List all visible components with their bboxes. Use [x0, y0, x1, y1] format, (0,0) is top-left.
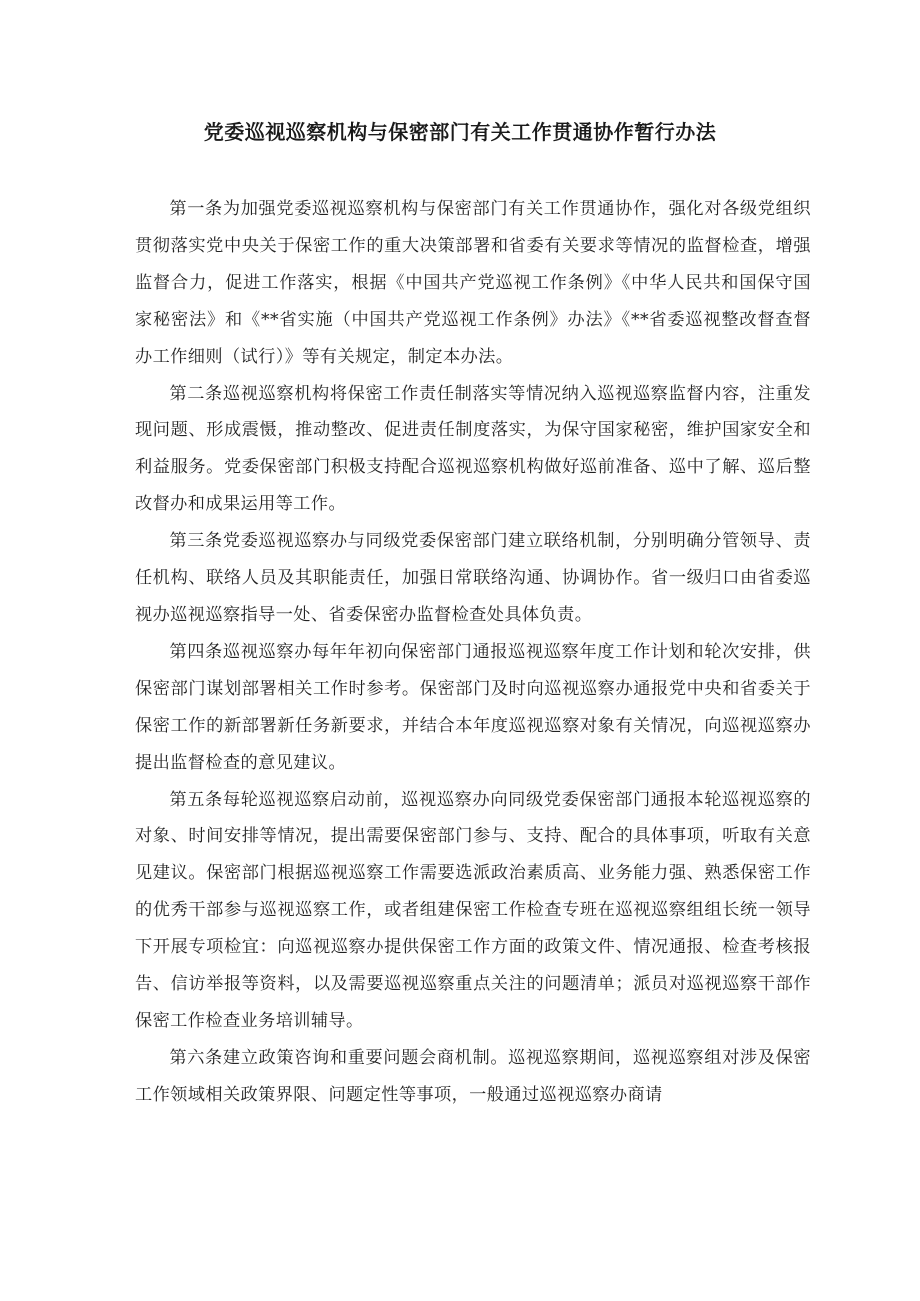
- article-2-paragraph: 第二条巡视巡察机构将保密工作责任制落实等情况纳入巡视巡察监督内容，注重发现问题、形成震慑，推动整改、促进责任制度落实，为保守国家秘密，维护国家安全和利益服务。党委保密部门积极支持配合巡视巡察机构做好巡前准备、巡中了解、巡后整改督办和成果运用等工作。: [135, 383, 811, 515]
- article-3-paragraph: 第三条党委巡视巡察办与同级党委保密部门建立联络机制，分别明确分管领导、责任机构、联络人员及其职能责任，加强日常联络沟通、协调协作。省一级归口由省委巡视办巡视巡察指导一处、省委保密办监督检查处具体负责。: [135, 531, 811, 625]
- document-title: 党委巡视巡察机构与保密部门有关工作贯通协作暂行办法: [203, 120, 717, 144]
- article-6-paragraph: 第六条建立政策咨询和重要问题会商机制。巡视巡察期间，巡视巡察组对涉及保密工作领域相关政策界限、问题定性等事项，一般通过巡视巡察办商请: [135, 1047, 811, 1105]
- article-5-paragraph: 第五条每轮巡视巡察启动前，巡视巡察办向同级党委保密部门通报本轮巡视巡察的对象、时间安排等情况，提出需要保密部门参与、支持、配合的具体事项，听取有关意见建议。保密部门根据巡视巡察工作需要选派政治素质高、业务能力强、熟悉保密工作的优秀干部参与巡视巡察工作，或者组建保密工作检查专班在巡视巡察组组长统一领导下开展专项检宜：向巡视巡察办提供保密工作方面的政策文件、情况通报、检查考核报告、信访举报等资料，以及需要巡视巡察重点关注的问题清单；派员对巡视巡察干部作保密工作检查业务培训辅导。: [135, 789, 811, 1031]
- article-4-paragraph: 第四条巡视巡察办每年年初向保密部门通报巡视巡察年度工作计划和轮次安排，供保密部门谋划部署相关工作时参考。保密部门及时向巡视巡察办通报党中央和省委关于保密工作的新部署新任务新要求，并结合本年度巡视巡察对象有关情况，向巡视巡察办提出监督检查的意见建议。: [135, 641, 811, 773]
- article-1-paragraph: 第一条为加强党委巡视巡察机构与保密部门有关工作贯通协作，强化对各级党组织贯彻落实党中央关于保密工作的重大决策部署和省委有关要求等情况的监督检查，增强监督合力，促进工作落实，根据《中国共产党巡视工作条例》《中华人民共和国保守国家秘密法》和《**省实施（中国共产党巡视工作条例》办法》《**省委巡视整改督查督办工作细则（试行）》等有关规定，制定本办法。: [135, 199, 811, 367]
- document-body: [135, 191, 811, 1114]
